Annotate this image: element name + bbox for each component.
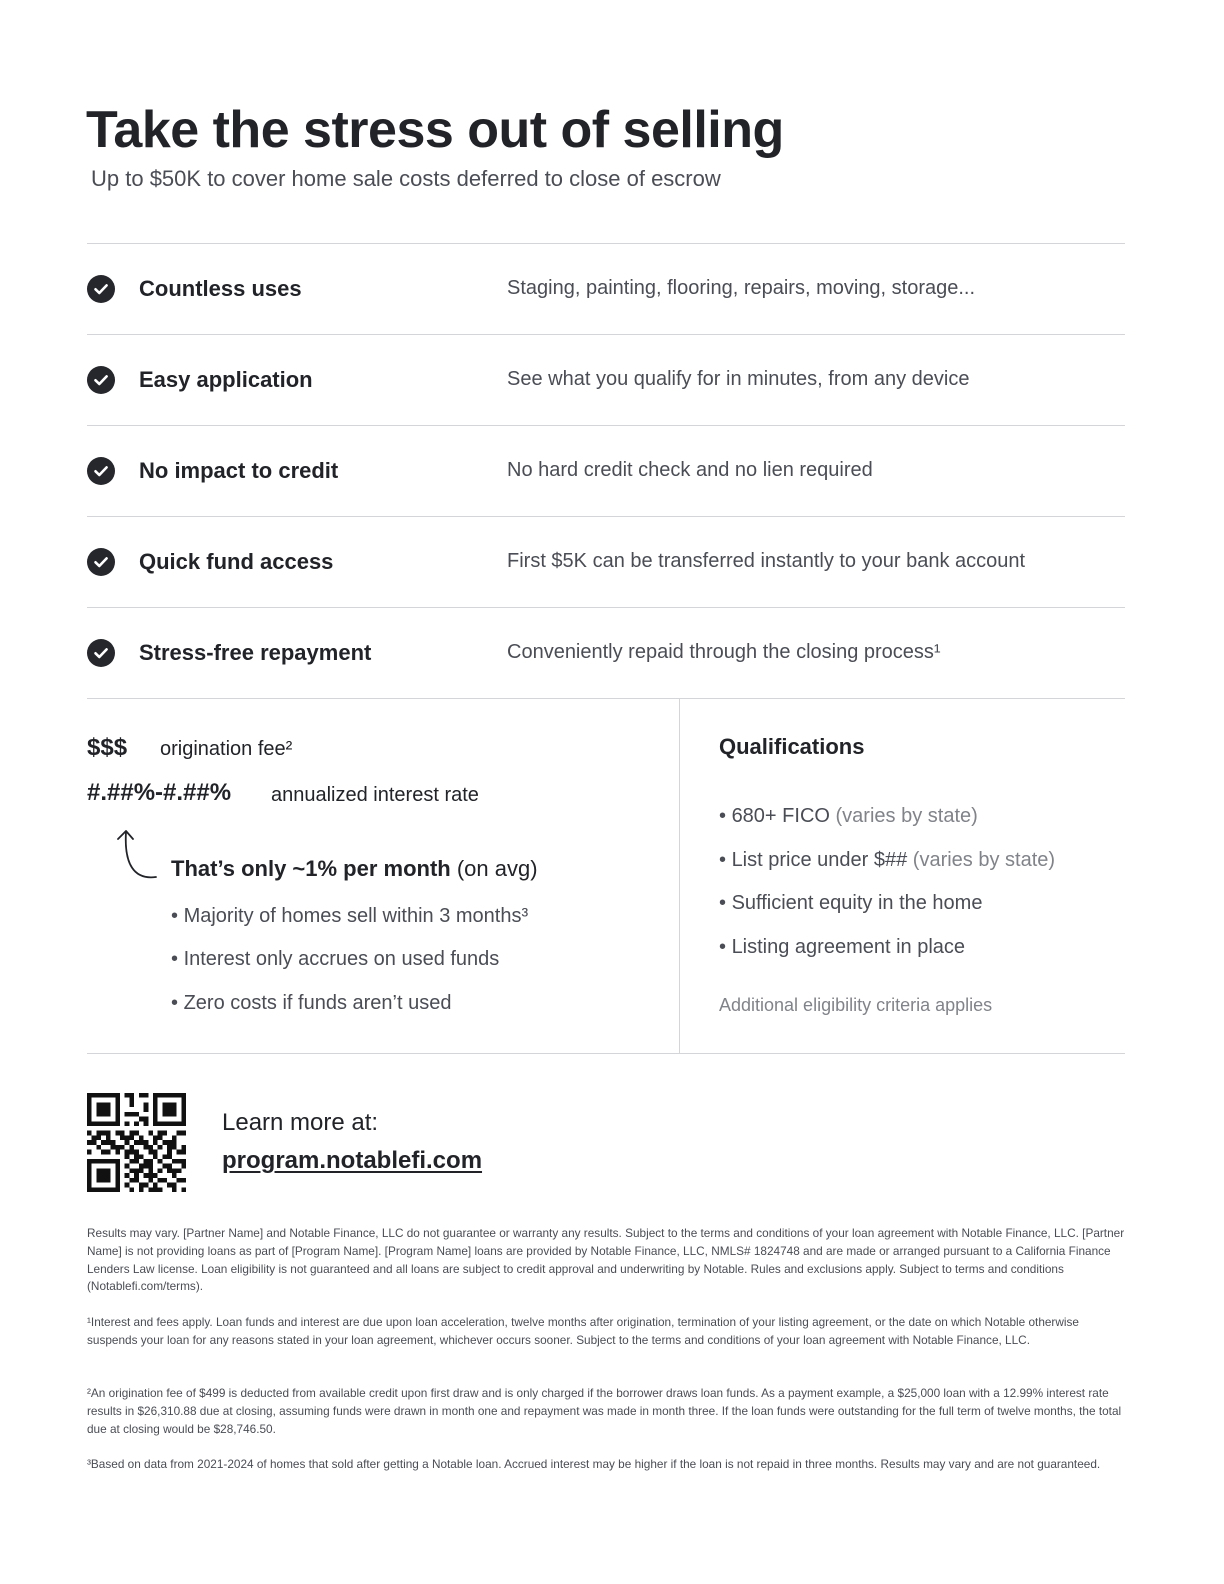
qualification-item: • 680+ FICO (varies by state) — [719, 805, 978, 827]
page-title: Take the stress out of selling — [86, 101, 784, 159]
qualifications-heading: Qualifications — [719, 734, 865, 759]
pricing-bullet-text: Zero costs if funds aren’t used — [183, 992, 452, 1014]
pricing-bullet-text: Interest only accrues on used funds — [183, 948, 500, 970]
check-circle-icon — [87, 366, 115, 394]
interest-rate-value: #.##%-#.##% — [87, 779, 232, 806]
qualification-item: • List price under $## (varies by state) — [719, 849, 1056, 871]
feature-label: No impact to credit — [139, 458, 339, 483]
column-divider — [679, 699, 680, 1053]
origination-fee-label: origination fee² — [160, 738, 293, 760]
feature-label: Quick fund access — [139, 549, 334, 574]
check-circle-icon — [87, 639, 115, 667]
curved-arrow-icon — [112, 826, 162, 882]
feature-description: First $5K can be transferred instantly to your bank account — [507, 550, 1026, 572]
monthly-rate-qualifier: (on avg) — [456, 856, 538, 881]
learn-more-link[interactable]: program.notablefi.com — [222, 1147, 483, 1174]
qualification-item: • Sufficient equity in the home — [719, 892, 983, 914]
feature-description: Conveniently repaid through the closing process¹ — [507, 641, 941, 663]
qualification-text: Listing agreement in place — [731, 936, 966, 958]
check-circle-icon — [87, 275, 115, 303]
divider — [87, 1053, 1125, 1054]
learn-more-label: Learn more at: — [222, 1109, 379, 1136]
pricing-bullet: • Interest only accrues on used funds — [171, 948, 500, 970]
feature-description: No hard credit check and no lien required — [507, 459, 873, 481]
qualification-note: (varies by state) — [912, 849, 1056, 871]
disclaimer-footnote-1: ¹Interest and fees apply. Loan funds and interest are due upon loan acceleration, twelve months after origination, termination of your listing agreement, or the date on which Notable otherwise suspends your loan for any reasons stated in your loan agreement, whichever occurs sooner. Subject to the terms and conditions of your loan agreement with Notable Finance, LLC. — [87, 1315, 1079, 1347]
qualification-text: List price under $## — [731, 849, 908, 871]
page-subtitle: Up to $50K to cover home sale costs deferred to close of escrow — [91, 166, 721, 191]
feature-label: Stress-free repayment — [139, 640, 372, 665]
qualification-text: 680+ FICO — [731, 805, 830, 827]
feature-row-quick-fund-access — [87, 517, 1125, 607]
disclaimer-general: Results may vary. [Partner Name] and Notable Finance, LLC do not guarantee or warranty any results. Subject to the terms and conditions of your loan agreement with Notable Finance, LLC. [Partner Name] is not providing loans as part of [Program Name]. [Program Name] loans are provided by Notable Finance, LLC, NMLS# 1824748 and are made or arranged pursuant to a California Finance Lenders Law license. Loan eligibility is not guaranteed and all loans are subject to credit approval and underwriting by Notable. Rules and exclusions apply. Subject to terms and conditions (Notablefi.com/terms). — [87, 1226, 1125, 1294]
pricing-bullet: • Majority of homes sell within 3 months³ — [171, 905, 529, 927]
qualification-text: Sufficient equity in the home — [731, 892, 983, 914]
qr-code[interactable] — [87, 1093, 186, 1192]
divider — [87, 698, 1125, 699]
qualification-item: • Listing agreement in place — [719, 936, 966, 958]
qualification-note: (varies by state) — [835, 805, 978, 827]
feature-label: Countless uses — [139, 276, 302, 301]
disclaimer-footnote-3: ³Based on data from 2021-2024 of homes that sold after getting a Notable loan. Accrued interest may be higher if the loan is not repaid in three months. Results may vary and are not guaranteed. — [87, 1457, 1101, 1471]
eligibility-note: Additional eligibility criteria applies — [719, 995, 993, 1015]
feature-row-stress-free-repayment — [87, 608, 1125, 698]
feature-row-easy-application — [87, 335, 1125, 425]
feature-row-no-impact-to-credit — [87, 426, 1125, 516]
interest-rate-label: annualized interest rate — [271, 784, 479, 806]
monthly-rate-bold: That’s only ~1% per month — [171, 856, 451, 881]
check-circle-icon — [87, 457, 115, 485]
feature-description: Staging, painting, flooring, repairs, moving, storage... — [507, 277, 976, 299]
feature-label: Easy application — [139, 367, 313, 392]
pricing-bullet: • Zero costs if funds aren’t used — [171, 992, 452, 1014]
check-circle-icon — [87, 548, 115, 576]
origination-fee-value: $$$ — [87, 734, 128, 761]
disclaimer-footnote-2: ²An origination fee of $499 is deducted from available credit upon first draw and is only charged if the borrower draws loan funds. As a payment example, a $25,000 loan with a 12.99% interest rate results in $26,310.88 due at closing, assuming funds were drawn in month one and repayment was made in month three. If the loan funds were outstanding for the full term of twelve months, the total due at closing would be $28,746.50. — [87, 1386, 1122, 1436]
feature-row-countless-uses — [87, 244, 1125, 334]
feature-description: See what you qualify for in minutes, from any device — [507, 368, 970, 390]
monthly-rate-callout — [171, 855, 538, 883]
pricing-bullet-text: Majority of homes sell within 3 months³ — [183, 905, 529, 927]
